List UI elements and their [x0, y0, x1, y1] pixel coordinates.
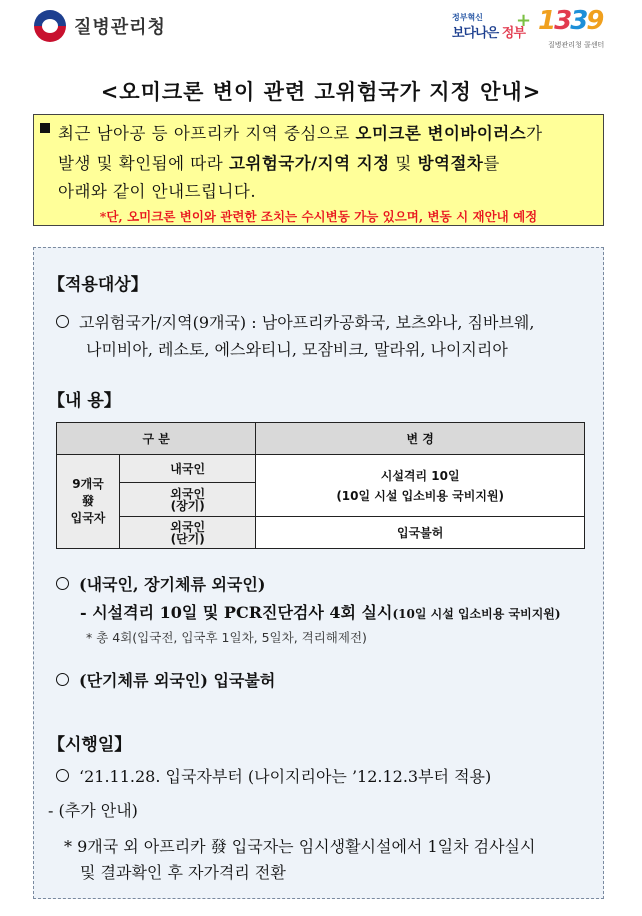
scope-label: 고위험국가/지역(9개국): [79, 313, 247, 332]
plus-icon: +: [516, 10, 532, 31]
scope-line-1: 고위험국가/지역(9개국) : 남아프리카공화국, 보츠와나, 짐바브웨,: [56, 310, 534, 333]
content-heading: 【내 용】: [48, 391, 121, 411]
circle-bullet-icon: [56, 673, 69, 686]
hotline-1339-logo: [536, 6, 616, 52]
page-header: [0, 0, 642, 62]
scope-heading: 【적용대상】: [48, 275, 148, 295]
measures-table: [56, 422, 585, 549]
hotline-number: 1339: [538, 6, 603, 36]
group-cell: 9개국 發 입국자: [57, 455, 120, 549]
extra-line-1: * 9개국 외 아프리카 發 입국자는 임시생활시설에서 1일차 검사실시: [64, 837, 536, 856]
notice-warning: *단, 오미크론 변이와 관련한 조치는 수시변동 가능 있으며, 변동 시 재안내 예정: [99, 209, 538, 224]
item-1: (내국인, 장기체류 외국인): [56, 572, 265, 595]
scope-line-2: 나미비아, 레소토, 에스와티니, 모잠비크, 말라위, 나이지리아: [86, 340, 508, 359]
notice-box: [33, 114, 604, 226]
hotline-caption: 질병관리청 콜센터: [548, 41, 605, 49]
col-category: 구 분: [57, 423, 256, 455]
gov-innovation-logo: [452, 10, 532, 44]
row-foreigner-short: 외국인 (단기): [120, 517, 256, 549]
circle-bullet-icon: [56, 315, 69, 328]
effective-date: ‘21.11.28. 입국자부터 (나이지리아는 ’12.12.3부터 적용): [56, 764, 491, 787]
item-1-note: * 총 4회(입국전, 입국후 1일차, 5일차, 격리해제전): [86, 630, 367, 645]
taegeuk-emblem-icon: [34, 10, 66, 42]
square-bullet-icon: [40, 123, 50, 133]
item-1-detail: - 시설격리 10일 및 PCR진단검사 4회 실시(10일 시설 입소비용 국비지원): [80, 603, 561, 622]
org-name: 질병관리청: [74, 17, 166, 38]
circle-bullet-icon: [56, 577, 69, 590]
gov-slogan-big: 보다나은 정부: [452, 26, 525, 41]
circle-bullet-icon: [56, 769, 69, 782]
kdca-logo: [34, 10, 166, 42]
extra-line-2: 및 결과확인 후 자가격리 전환: [80, 863, 286, 882]
row-foreigner-long: 외국인 (장기): [120, 483, 256, 517]
change-entry-denied: 입국불허: [256, 517, 585, 549]
notice-line-3: 아래와 같이 안내드립니다.: [58, 182, 257, 201]
change-quarantine: 시설격리 10일 (10일 시설 입소비용 국비지원): [256, 455, 585, 517]
item-2: (단기체류 외국인) 입국불허: [56, 668, 275, 691]
page-title: <오미크론 변이 관련 고위험국가 지정 안내>: [100, 79, 542, 104]
col-change: 변 경: [256, 423, 585, 455]
content-box: [33, 247, 604, 899]
notice-line-1: 최근 남아공 등 아프리카 지역 중심으로 오미크론 변이바이러스가: [58, 124, 543, 143]
notice-line-2: 발생 및 확인됨에 따라 고위험국가/지역 지정 및 방역절차를: [58, 154, 500, 173]
gov-slogan-small: 정부혁신: [452, 13, 483, 22]
row-korean: 내국인: [120, 455, 256, 483]
extra-heading: - (추가 안내): [48, 801, 138, 820]
effective-heading: 【시행일】: [48, 735, 132, 755]
